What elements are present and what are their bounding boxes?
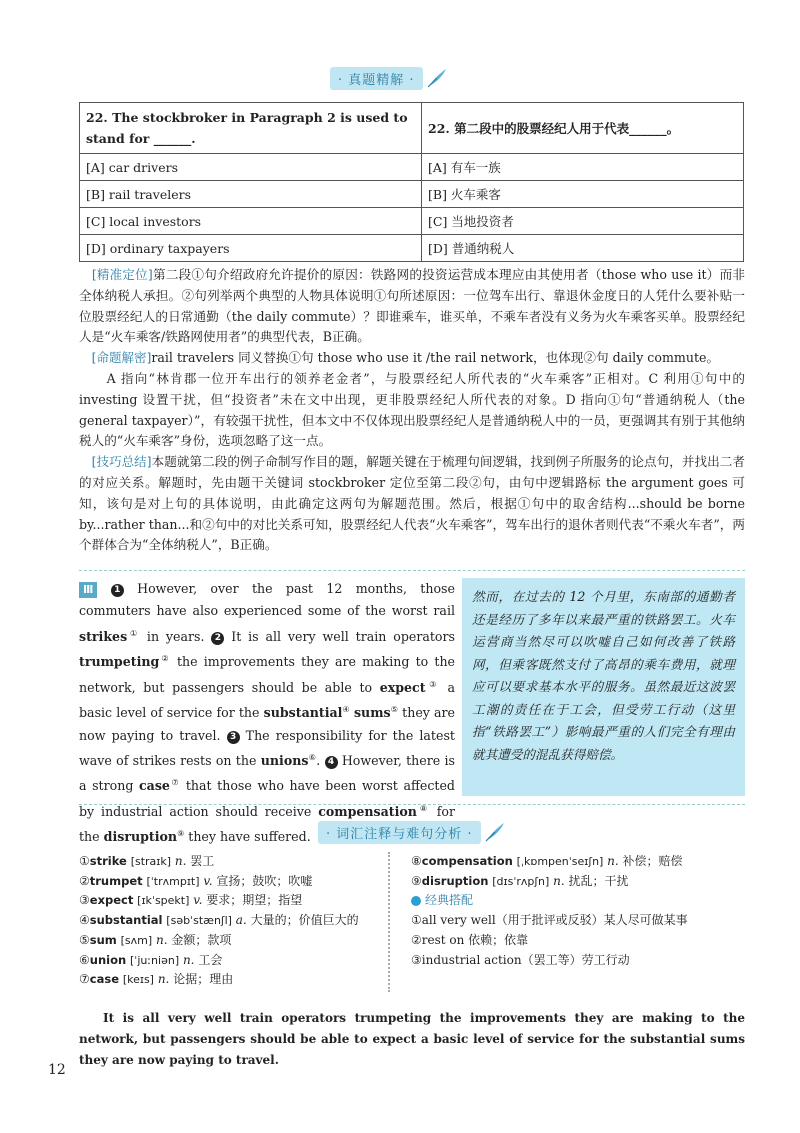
analysis-paragraph (79, 348, 745, 369)
option-cn: [D] 普通纳税人 (422, 235, 744, 262)
column-divider (388, 852, 390, 992)
divider (79, 570, 745, 571)
option-cn: [C] 当地投资者 (422, 208, 744, 235)
vocab-entry: ②trumpet [ˈtrʌmpɪt] v. 宣扬；鼓吹；吹嘘 (79, 873, 313, 888)
sentence-number: 1 (111, 584, 124, 597)
quill-pen-icon (425, 66, 449, 90)
analysis-tag: [命题解密] (91, 350, 152, 366)
question-stem-row (80, 103, 744, 154)
keyword: expect (379, 679, 426, 695)
passage-sentence: that those who have been worst affected by industrial action should receive (79, 778, 455, 819)
vocab-entry: ①strike [straɪk] n. 罢工 (79, 854, 215, 868)
bullet-dot-icon (411, 896, 421, 906)
collocation-entry: ③industrial action（罢工等）劳工行动 (411, 952, 630, 967)
option-cn: [B] 火车乘客 (422, 181, 744, 208)
quill-pen-icon (483, 820, 507, 844)
option-row (80, 181, 744, 208)
option-row (80, 235, 744, 262)
difficult-sentence: It is all very well train operators trumpeting the improvements they are making to the network, but passengers should be able to expect a basic level of service for the substantial sums they are now paying to travel. (79, 1011, 745, 1067)
analysis-tag: [精准定位] (91, 267, 153, 282)
question-table (79, 102, 744, 262)
section-title-exam (330, 66, 449, 90)
collocation-heading (411, 891, 741, 911)
option-en: [B] rail travelers (80, 181, 422, 208)
passage-sentence: in years. (140, 628, 205, 644)
passage-sentence: they are now paying to travel. (79, 705, 456, 743)
collocation-title: 经典搭配 (425, 893, 474, 908)
option-en: [A] car drivers (80, 154, 422, 181)
option-row (80, 154, 744, 181)
question-stem-en: 22. The stockbroker in Paragraph 2 is used to stand for ______. (80, 103, 422, 154)
passage-sentence: . (316, 753, 321, 769)
sentence-number: 4 (325, 756, 338, 769)
vocab-entry: ⑥union [ˈjuːniən] n. 工会 (79, 952, 223, 967)
keyword: trumpeting (79, 654, 160, 670)
analysis-paragraph (79, 265, 745, 348)
passage-sentence: However, there is a strong (79, 753, 455, 794)
keyword: case (138, 778, 170, 794)
option-cn: [A] 有车一族 (422, 154, 744, 181)
analysis-text: 第二段①句介绍政府允许提价的原因：铁路网的投资运营成本理应由其使用者（those who use it）而非全体纳税人承担。②句列举两个典型的人物具体说明①句所述原因：一位驾车出行、靠退休金度日的人凭什么要补贴一位股票经纪人的日常通勤（the daily commute）？即谁乘车，谁买单，不乘车者没有义务为火车乘客买单。股票经纪人是“火车乘客/铁路网使用者”的典型代表，B正确。 (79, 267, 745, 345)
vocab-entry: ⑦case [keɪs] n. 论据；理由 (79, 972, 234, 987)
keyword: disruption (103, 829, 178, 845)
vocab-list-right (411, 852, 741, 970)
vocab-entry: ⑤sum [sʌm] n. 金额；款项 (79, 932, 232, 947)
vocab-list-left (79, 852, 379, 990)
divider (79, 804, 745, 805)
answer-analysis (79, 265, 745, 556)
section-title-label: · 词汇注释与难句分析 · (318, 821, 481, 844)
keyword: compensation (318, 803, 417, 819)
analysis-text: A 指向“林肯郡一位开车出行的领养老金者”，与股票经纪人所代表的“火车乘客”正相对。C 利用①句中的 investing 设置干扰，但“投资者”未在文中出现，更非股票经纪人所代表的对象。D 指向①句“普通纳税人（the general taxpayer）”，有较强干扰性，但本文中不仅体现出股票经纪人是普通纳税人中的一员，更强调其有别于其他纳税人的“火车乘客”身份，选项忽略了这一点。 (79, 370, 746, 449)
passage-sentence: the improvements they are making to the network, but passengers should be able to (79, 654, 456, 695)
sentence-number: 3 (227, 731, 240, 744)
analysis-text: 本题就第二段的例子命制写作目的题，解题关键在于梳理句间逻辑，找到例子所服务的论点句，并找出二者的对应关系。解题时，先由题干关键词 stockbroker 定位至第二段②句，由句中逻辑路标 the argument goes 可知，该句是对上句的具体说明，由此确定这两句为解题范围。然后，根据①句中的取舍结构...should be borne by...rather than...和②句中的对比关系可知，股票经纪人代表“火车乘客”，驾车出行的退休者则代表“不乘火车者”，两个群体合为“全体纳税人”，B正确。 (79, 454, 746, 553)
analysis-paragraph (79, 369, 745, 452)
page-number: 12 (48, 1062, 66, 1078)
section-title-vocab (318, 820, 507, 844)
keyword: strikes (79, 628, 128, 644)
keyword: sums (353, 705, 391, 721)
paragraph-number-badge: Ⅲ (79, 582, 97, 598)
passage-sentence: a basic level of service for the (79, 679, 455, 721)
collocation-entry: ①all very well（用于批评或反驳）某人尽可做某事 (411, 913, 688, 928)
vocab-entry: ⑧compensation [ˌkɒmpenˈseɪʃn] n. 补偿；赔偿 (411, 854, 683, 868)
vocab-entry: ③expect [ɪkˈspekt] v. 要求；期望；指望 (79, 893, 303, 908)
passage-translation: 然而，在过去的 12 个月里，东南部的通勤者还是经历了多年以来最严重的铁路罢工。火车运营商当然尽可以吹嘘自己如何改善了铁路网，但乘客既然支付了高昂的乘车费用，就理应可以要求基本水平的服务。虽然最近这波罢工潮的责任在于工会，但受劳工行动（这里指“铁路罢工”）影响最严重的人们完全有理由就其遭受的混乱获得赔偿。 (462, 578, 745, 796)
section-title-label: · 真题精解 · (330, 67, 423, 90)
analysis-text: rail travelers 同义替换①句 those who use it /the rail network，也体现②句 daily commute。 (151, 350, 720, 366)
passage-text: Ⅲ 1 However, over the past 12 months, those commuters have also experienced some of the worst rail strikes① in years. 2 It is all very well train operators trumpeting② the improvements they are making to the network, but passengers should be able to expect③ a basic level of service for the substantial④ sums⑤ they are now paying to travel. 3 The responsibility for the latest wave of strikes rests on the unions⑥. 4 However, there is a strong case⑦ that those who have been worst affected by industrial action should receive compensation⑧ for the disruption⑨ they have suffered. (79, 581, 456, 845)
vocab-entry: ④substantial [səbˈstænʃl] a. 大量的；价值巨大的 (79, 913, 359, 928)
option-en: [D] ordinary taxpayers (80, 235, 422, 262)
keyword: substantial (263, 705, 343, 721)
analysis-tag: [技巧总结] (91, 454, 152, 470)
passage-sentence: The responsibility for the latest wave of strikes rests on the (79, 727, 455, 769)
option-row (80, 208, 744, 235)
vocab-entry: ⑨disruption [dɪsˈrʌpʃn] n. 扰乱；干扰 (411, 873, 629, 888)
passage-sentence: they have suffered. (184, 829, 311, 845)
option-en: [C] local investors (80, 208, 422, 235)
sentence-number: 2 (211, 632, 224, 645)
passage-sentence: However, over the past 12 months, those commuters have also experienced some of the worst rail (79, 581, 455, 619)
collocation-entry: ②rest on 依赖；依靠 (411, 932, 529, 947)
keyword: unions (260, 753, 309, 769)
passage-sentence: for the (79, 803, 455, 845)
passage-sentence: It is all very well train operators (231, 628, 455, 644)
question-stem-cn: 22. 第二段中的股票经纪人用于代表______。 (422, 103, 744, 154)
analysis-paragraph (79, 452, 745, 556)
